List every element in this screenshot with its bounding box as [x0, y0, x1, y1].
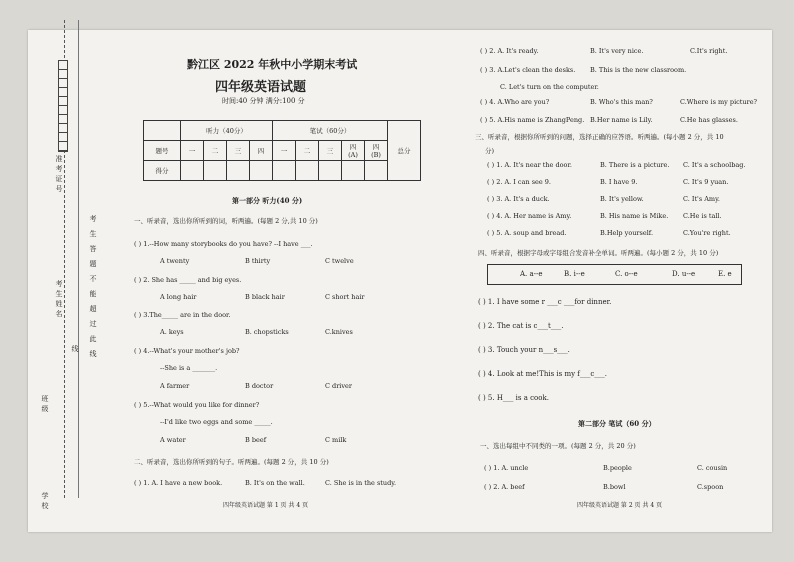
binding-line-mark: 线 [71, 345, 79, 355]
col-7: 三 [319, 141, 342, 161]
question-no-label: 题号 [144, 141, 181, 161]
r4-option-a: ( ) 4. A.Who are you? [480, 98, 550, 106]
q5-sentence: --I'd like two eggs and some _____. [160, 418, 273, 426]
q3-option-c: C.knives [325, 328, 353, 336]
col-5: 一 [273, 141, 296, 161]
section4-instructions: 四、听录音，根据字母或字母组合发音补全单词。听两遍。(每小题 2 分，共 10 分) [478, 249, 719, 257]
part1-heading: 第一部分 听力(40 分) [232, 196, 303, 205]
letter-options-box [487, 264, 742, 285]
w2-option-a: ( ) 2. A. beef [484, 483, 525, 491]
score-cell[interactable] [250, 161, 273, 181]
q2-option-a: A long hair [160, 293, 197, 301]
q1-option-b: B thirty [245, 257, 271, 265]
exam-number-boxes [58, 60, 68, 152]
student-name-label: 考生姓名 [55, 280, 63, 320]
fill-q3: ( ) 3. Touch your n___s___. [478, 346, 570, 354]
option-c: C. o--e [615, 270, 638, 278]
s1-option-b: B. It's on the wall. [245, 479, 305, 487]
class-label: 班级 [41, 395, 49, 415]
r2-option-a: ( ) 2. A. It's ready. [480, 47, 539, 55]
col-3: 三 [227, 141, 250, 161]
fill-q5: ( ) 5. H___ is a cook. [478, 394, 549, 402]
q3-option-a: A. keys [160, 328, 184, 336]
q4-stem: ( ) 4.--What's your mother's job? [134, 347, 240, 355]
w1-option-b: B.people [603, 464, 632, 472]
a2-option-b: B. I have 9. [600, 178, 638, 186]
q2-stem: ( ) 2. She has _____ and big eyes. [134, 276, 242, 284]
w2-option-c: C.spoon [697, 483, 724, 491]
page2-footer: 四年级英语试题 第 2 页 共 4 页 [577, 502, 663, 509]
s1-option-a: ( ) 1. A. I have a new book. [134, 479, 223, 487]
score-table [143, 120, 421, 181]
score-cell[interactable] [181, 161, 204, 181]
score-cell[interactable] [296, 161, 319, 181]
a4-option-b: B. His name is Mike. [600, 212, 669, 220]
r3-option-c: C. Let's turn on the computer. [500, 83, 599, 91]
q4-sentence: --She is a _______. [160, 364, 218, 372]
q4-option-c: C driver [325, 382, 353, 390]
option-d: D. u--e [672, 270, 696, 278]
q2-option-c: C short hair [325, 293, 365, 301]
fill-q1: ( ) 1. I have some r ___c ___for dinner. [478, 298, 612, 306]
listening-header: 听力（40分） [181, 121, 273, 141]
r3-option-a: ( ) 3. A.Let's clean the desks. [480, 66, 576, 74]
col-8: 四 (A) [342, 141, 365, 161]
section1-instructions: 一、听录音，选出你所听到的词，听两遍。(每题 2 分,共 10 分) [134, 217, 318, 225]
binding-solid-line [78, 20, 79, 498]
w1-option-a: ( ) 1. A. uncle [484, 464, 529, 472]
option-a: A. a--e [520, 270, 543, 278]
q4-option-b: B doctor [245, 382, 274, 390]
section3-instructions-cont: 分) [485, 147, 495, 155]
q3-option-b: B. chopsticks [245, 328, 289, 336]
a2-option-a: ( ) 2. A. I can see 9. [487, 178, 551, 186]
exam-subtitle: 四年级英语试题 [215, 80, 307, 95]
a3-option-b: B. It's yellow. [600, 195, 644, 203]
a3-option-a: ( ) 3. A. It's a duck. [487, 195, 550, 203]
a5-option-c: C.You're right. [683, 229, 731, 237]
score-cell[interactable] [273, 161, 296, 181]
section2-instructions: 二、听录音，选出你所听到的句子。听两遍。(每题 2 分，共 10 分) [134, 458, 329, 466]
a1-option-a: ( ) 1. A. It's near the door. [487, 161, 572, 169]
option-e: E. e [718, 270, 732, 278]
time-score: 时间:40 分钟 满分:100 分 [222, 97, 305, 105]
section3-instructions: 三、听录音，根据你所听到的问题，选择正确的应答语。听两遍。(每小题 2 分，共 10 [475, 133, 724, 141]
col-4: 四 [250, 141, 273, 161]
score-label: 得分 [144, 161, 181, 181]
r5-option-a: ( ) 5. A.His name is ZhangPeng. [480, 116, 585, 124]
q5-option-b: B beef [245, 436, 267, 444]
col-2: 二 [204, 141, 227, 161]
s1-option-c: C. She is in the study. [325, 479, 397, 487]
score-cell[interactable] [365, 161, 388, 181]
q1-stem: ( ) 1.--How many storybooks do you have? --I have ___. [134, 240, 313, 248]
a4-option-c: C.He is tall. [683, 212, 722, 220]
exam-number-label: 准考证号 [55, 155, 63, 195]
r4-option-b: B. Who's this man? [590, 98, 653, 106]
page1-footer: 四年级英语试题 第 1 页 共 4 页 [223, 502, 309, 509]
r2-option-b: B. It's very nice. [590, 47, 644, 55]
w2-option-b: B.bowl [603, 483, 626, 491]
a5-option-b: B.Help yourself. [600, 229, 654, 237]
score-cell[interactable] [204, 161, 227, 181]
col-6: 二 [296, 141, 319, 161]
r2-option-c: C.It's right. [690, 47, 728, 55]
w1-option-c: C. cousin [697, 464, 728, 472]
exam-title: 黔江区 2022 年秋中小学期末考试 [187, 58, 358, 71]
r3-option-b: B. This is the new classroom. [590, 66, 687, 74]
q2-option-b: B black hair [245, 293, 285, 301]
q5-option-c: C milk [325, 436, 347, 444]
total-header: 总分 [388, 121, 421, 181]
q5-stem: ( ) 5.--What would you like for dinner? [134, 401, 260, 409]
q5-option-a: A water [160, 436, 186, 444]
q4-option-a: A farmer [160, 382, 190, 390]
r5-option-b: B.Her name is Lily. [590, 116, 653, 124]
col-9: 四 (B) [365, 141, 388, 161]
q3-stem: ( ) 3.The_____ are in the door. [134, 311, 231, 319]
score-cell[interactable] [319, 161, 342, 181]
a5-option-a: ( ) 5. A. soup and bread. [487, 229, 567, 237]
section5-instructions: 一、选出每组中不同类的一项。(每题 2 分，共 20 分) [480, 442, 636, 450]
r4-option-c: C.Where is my picture? [680, 98, 758, 106]
a1-option-b: B. There is a picture. [600, 161, 670, 169]
q1-option-a: A twenty [160, 257, 190, 265]
q1-option-c: C twelve [325, 257, 354, 265]
writing-header: 笔试（60分） [273, 121, 388, 141]
a4-option-a: ( ) 4. A. Her name is Amy. [487, 212, 572, 220]
col-1: 一 [181, 141, 204, 161]
binding-notice: 考生答题不能超过此线 [89, 215, 97, 365]
fill-q4: ( ) 4. Look at me!This is my f___c___. [478, 370, 608, 378]
a1-option-c: C. It's a schoolbag. [683, 161, 746, 169]
part2-heading: 第二部分 笔试（60 分） [578, 419, 656, 428]
score-cell[interactable] [227, 161, 250, 181]
a3-option-c: C. It's Amy. [683, 195, 720, 203]
school-label: 学校 [41, 492, 49, 512]
option-b: B. i--e [564, 270, 585, 278]
r5-option-c: C.He has glasses. [680, 116, 738, 124]
fill-q2: ( ) 2. The cat is c___t___. [478, 322, 564, 330]
score-cell[interactable] [342, 161, 365, 181]
a2-option-c: C. It's 9 yuan. [683, 178, 729, 186]
